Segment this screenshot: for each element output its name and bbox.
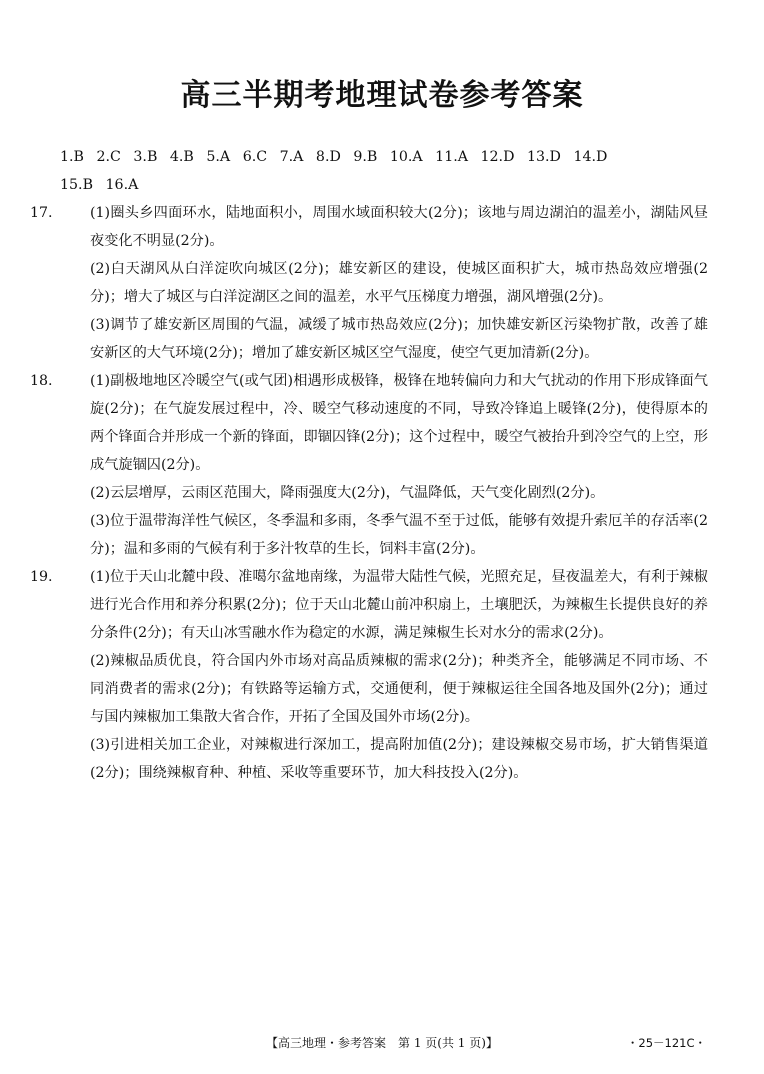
question-number-18: 18. — [30, 373, 53, 389]
q17-part-1 — [30, 199, 708, 255]
mc-answer: 9.B — [353, 149, 378, 165]
mc-answer: 14.D — [573, 149, 608, 165]
mc-answer: 12.D — [480, 149, 515, 165]
question-number-17: 17. — [30, 205, 53, 221]
q18-part-2: (2)云层增厚，云雨区范围大，降雨强度大(2分)，气温降低，天气变化剧烈(2分)。 — [90, 485, 605, 501]
mc-answer: 15.B — [60, 177, 93, 193]
q18-part-1 — [30, 367, 708, 479]
mc-answer: 5.A — [206, 149, 231, 165]
q17-part-3: (3)调节了雄安新区周围的气温，减缓了城市热岛效应(2分)；加快雄安新区污染物扩散，改善了雄安新区的大气环境(2分)；增加了雄安新区城区空气湿度，使空气更加清新(2分)。 — [90, 317, 708, 361]
multiple-choice-answers-line-2 — [60, 171, 708, 199]
mc-answer: 11.A — [435, 149, 468, 165]
mc-answer: 7.A — [279, 149, 304, 165]
q18-part-3: (3)位于温带海洋性气候区，冬季温和多雨，冬季气温不至于过低，能够有效提升索厄羊的存活率(2分)；温和多雨的气候有利于多汁牧草的生长，饲料丰富(2分)。 — [90, 513, 708, 557]
mc-answer: 6.C — [242, 149, 268, 165]
footer-page-info: 【高三地理・参考答案 第 1 页(共 1 页)】 — [266, 1036, 498, 1050]
q19-part-2: (2)辣椒品质优良，符合国内外市场对高品质辣椒的需求(2分)；种类齐全，能够满足不同市场、不同消费者的需求(2分)；有铁路等运输方式，交通便利，便于辣椒运往全国各地及国外(2分)；通过与国内辣椒加工集散大省合作，开拓了全国及国外市场(2分)。 — [90, 653, 708, 725]
q17-part-1-text: (1)圈头乡四面环水，陆地面积小，周围水域面积较大(2分)；该地与周边湖泊的温差小，湖陆风昼夜变化不明显(2分)。 — [90, 205, 708, 249]
q17-part-2: (2)白天湖风从白洋淀吹向城区(2分)；雄安新区的建设，使城区面积扩大，城市热岛效应增强(2分)；增大了城区与白洋淀湖区之间的温差，水平气压梯度力增强，湖风增强(2分)。 — [90, 261, 708, 305]
mc-answer: 16.A — [105, 177, 139, 193]
mc-answer: 2.C — [96, 149, 121, 165]
mc-answer: 10.A — [389, 149, 423, 165]
q19-part-1 — [30, 563, 708, 647]
q18-part-1-text: (1)副极地地区冷暖空气(或气团)相遇形成极锋，极锋在地转偏向力和大气扰动的作用下形成锋面气旋(2分)；在气旋发展过程中，冷、暖空气移动速度的不同，导致冷锋追上暖锋(2分)，使得原本的两个锋面合并形成一个新的锋面，即锢囚锋(2分)；这个过程中，暖空气被抬升到冷空气的上空，形成气旋锢囚(2分)。 — [90, 373, 708, 473]
q19-part-1-text: (1)位于天山北麓中段、准噶尔盆地南缘，为温带大陆性气候，光照充足，昼夜温差大，有利于辣椒进行光合作用和养分积累(2分)；位于天山北麓山前冲积扇上，土壤肥沃，为辣椒生长提供良好的养分条件(2分)；有天山冰雪融水作为稳定的水源，满足辣椒生长对水分的需求(2分)。 — [90, 569, 708, 641]
q19-part-3: (3)引进相关加工企业，对辣椒进行深加工，提高附加值(2分)；建设辣椒交易市场，扩大销售渠道(2分)；围绕辣椒育种、种植、采收等重要环节，加大科技投入(2分)。 — [90, 737, 708, 781]
answer-content — [30, 143, 708, 787]
question-number-19: 19. — [30, 569, 53, 585]
mc-answer: 3.B — [133, 149, 158, 165]
multiple-choice-answers-line-1 — [60, 143, 708, 171]
page-footer — [0, 1033, 764, 1053]
mc-answer: 13.D — [526, 149, 561, 165]
mc-answer: 4.B — [169, 149, 194, 165]
mc-answer: 8.D — [315, 149, 341, 165]
mc-answer: 1.B — [60, 149, 84, 165]
page-title: 高三半期考地理试卷参考答案 — [180, 78, 584, 113]
footer-code: ・25－121C・ — [626, 1036, 706, 1050]
